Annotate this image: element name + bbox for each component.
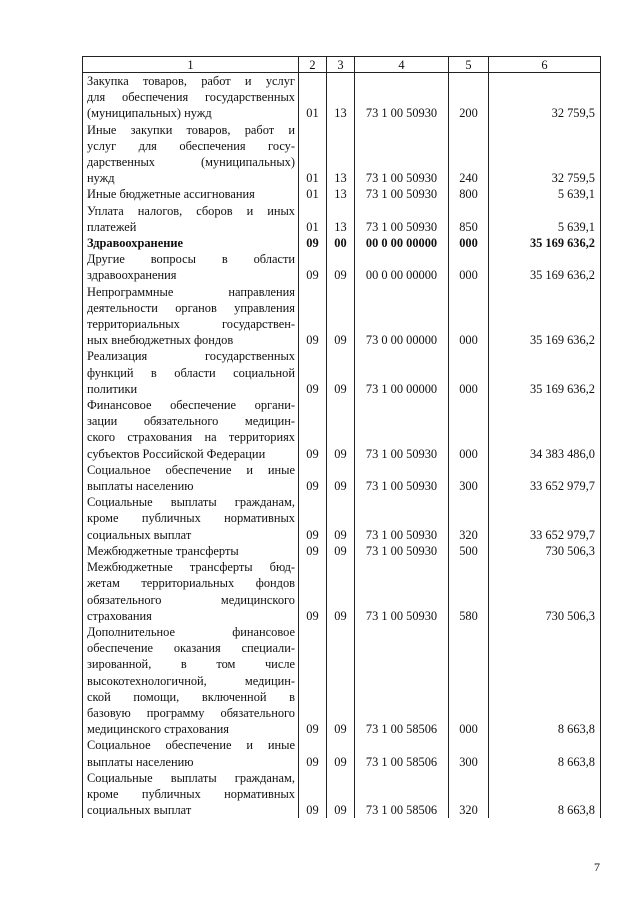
target-article-code: 73 1 00 00000 — [355, 348, 449, 397]
amount: 33 652 979,7 — [489, 462, 601, 494]
amount: 5 639,1 — [489, 186, 601, 202]
row-name-line: кроме публичных нормативных — [87, 511, 295, 526]
table-header — [83, 57, 601, 73]
row-name — [83, 251, 299, 283]
row-name-line: Социальные выплаты гражданам, — [87, 770, 295, 785]
row-name-line: Финансовое обеспечение органи- — [87, 398, 295, 413]
expense-type-code: 580 — [449, 559, 489, 624]
row-name-line: выплаты населению — [87, 479, 194, 494]
row-name-line: обеспечение оказания специали- — [87, 641, 295, 656]
section-code: 09 — [299, 737, 327, 769]
table-row — [83, 397, 601, 462]
row-name-line: Социальное обеспечение и иные — [87, 462, 295, 477]
row-name-line: Межбюджетные трансферты — [87, 543, 239, 558]
header-col-1: 1 — [83, 57, 299, 73]
section-code: 09 — [299, 348, 327, 397]
section-code: 09 — [299, 559, 327, 624]
section-code: 01 — [299, 122, 327, 187]
target-article-code: 73 1 00 50930 — [355, 494, 449, 543]
table-row — [83, 186, 601, 202]
row-name-line: зации обязательного медицин- — [87, 414, 295, 429]
subsection-code: 13 — [327, 203, 355, 235]
target-article-code: 73 1 00 50930 — [355, 203, 449, 235]
table-row — [83, 624, 601, 737]
row-name-line: Здравоохранение — [87, 236, 183, 251]
expense-type-code: 300 — [449, 462, 489, 494]
subsection-code: 13 — [327, 73, 355, 122]
row-name-line: Социальное обеспечение и иные — [87, 738, 295, 753]
row-name — [83, 186, 299, 202]
row-name-line: территориальных государствен- — [87, 317, 295, 332]
expense-type-code: 800 — [449, 186, 489, 202]
amount: 5 639,1 — [489, 203, 601, 235]
amount: 35 169 636,2 — [489, 235, 601, 251]
table-row — [83, 462, 601, 494]
row-name — [83, 770, 299, 819]
amount: 33 652 979,7 — [489, 494, 601, 543]
amount: 8 663,8 — [489, 624, 601, 737]
expense-type-code: 300 — [449, 737, 489, 769]
row-name-line: Дополнительное финансовое — [87, 624, 295, 639]
row-name-line: политики — [87, 381, 138, 396]
expense-type-code: 000 — [449, 397, 489, 462]
section-code: 09 — [299, 624, 327, 737]
section-code: 09 — [299, 770, 327, 819]
subsection-code: 09 — [327, 543, 355, 559]
header-col-6: 6 — [489, 57, 601, 73]
table-body — [83, 73, 601, 819]
row-name-line: Закупка товаров, работ и услуг — [87, 74, 295, 88]
row-name-line: социальных выплат — [87, 527, 192, 542]
row-name-line: Уплата налогов, сборов и иных — [87, 203, 295, 218]
row-name — [83, 462, 299, 494]
row-name-line: субъектов Российской Федерации — [87, 446, 266, 461]
row-name-line: Непрограммные направления — [87, 284, 295, 299]
subsection-code: 00 — [327, 235, 355, 251]
row-name-line: жетам территориальных фондов — [87, 576, 295, 591]
row-name-line: обязательного медицинского — [87, 592, 295, 607]
table-row — [83, 348, 601, 397]
expense-type-code: 850 — [449, 203, 489, 235]
subsection-code: 09 — [327, 284, 355, 349]
amount: 730 506,3 — [489, 543, 601, 559]
row-name-line: Иные бюджетные ассигнования — [87, 187, 255, 202]
expense-type-code: 240 — [449, 122, 489, 187]
target-article-code: 73 1 00 50930 — [355, 186, 449, 202]
row-name — [83, 397, 299, 462]
target-article-code: 73 1 00 58506 — [355, 770, 449, 819]
row-name-line: ской помощи, включенной в — [87, 689, 295, 704]
amount: 730 506,3 — [489, 559, 601, 624]
amount: 8 663,8 — [489, 770, 601, 819]
table-row — [83, 122, 601, 187]
table-row — [83, 559, 601, 624]
subsection-code: 09 — [327, 770, 355, 819]
target-article-code: 73 1 00 50930 — [355, 543, 449, 559]
row-name-line: ского страхования на территориях — [87, 430, 295, 445]
table-row — [83, 203, 601, 235]
expense-type-code: 000 — [449, 284, 489, 349]
expense-type-code: 320 — [449, 494, 489, 543]
header-col-5: 5 — [449, 57, 489, 73]
target-article-code: 00 0 00 00000 — [355, 235, 449, 251]
row-name-line: здравоохранения — [87, 268, 177, 283]
row-name — [83, 122, 299, 187]
row-name-line: Иные закупки товаров, работ и — [87, 122, 295, 137]
row-name-line: дарственных (муниципальных) — [87, 155, 295, 170]
expense-type-code: 500 — [449, 543, 489, 559]
row-name-line: нужд — [87, 171, 115, 186]
header-col-3: 3 — [327, 57, 355, 73]
row-name-line: медицинского страхования — [87, 722, 229, 737]
section-code: 09 — [299, 397, 327, 462]
table-row — [83, 770, 601, 819]
row-name — [83, 348, 299, 397]
target-article-code: 00 0 00 00000 — [355, 251, 449, 283]
header-col-4: 4 — [355, 57, 449, 73]
row-name-line: социальных выплат — [87, 803, 192, 818]
target-article-code: 73 0 00 00000 — [355, 284, 449, 349]
amount: 35 169 636,2 — [489, 284, 601, 349]
subsection-code: 13 — [327, 186, 355, 202]
section-code: 09 — [299, 251, 327, 283]
amount: 35 169 636,2 — [489, 348, 601, 397]
target-article-code: 73 1 00 50930 — [355, 73, 449, 122]
subsection-code: 09 — [327, 559, 355, 624]
section-code: 09 — [299, 284, 327, 349]
row-name — [83, 624, 299, 737]
target-article-code: 73 1 00 58506 — [355, 624, 449, 737]
row-name — [83, 284, 299, 349]
subsection-code: 09 — [327, 251, 355, 283]
row-name-line: функций в области социальной — [87, 365, 295, 380]
subsection-code: 09 — [327, 348, 355, 397]
table-row — [83, 543, 601, 559]
expense-type-code: 000 — [449, 624, 489, 737]
amount: 8 663,8 — [489, 737, 601, 769]
amount: 32 759,5 — [489, 73, 601, 122]
row-name-line: деятельности органов управления — [87, 300, 295, 315]
subsection-code: 09 — [327, 494, 355, 543]
expense-type-code: 000 — [449, 251, 489, 283]
section-code: 01 — [299, 186, 327, 202]
row-name-line: для обеспечения государственных — [87, 90, 295, 105]
table-row — [83, 235, 601, 251]
amount: 34 383 486,0 — [489, 397, 601, 462]
expense-type-code: 000 — [449, 348, 489, 397]
subsection-code: 09 — [327, 624, 355, 737]
section-code: 09 — [299, 543, 327, 559]
row-name-line: Социальные выплаты гражданам, — [87, 495, 295, 510]
table-row — [83, 73, 601, 122]
subsection-code: 09 — [327, 462, 355, 494]
header-col-2: 2 — [299, 57, 327, 73]
row-name-line: высокотехнологичной, медицин- — [87, 673, 295, 688]
target-article-code: 73 1 00 50930 — [355, 462, 449, 494]
row-name — [83, 494, 299, 543]
row-name-line: Межбюджетные трансферты бюд- — [87, 560, 295, 575]
row-name-line: Другие вопросы в области — [87, 252, 295, 267]
section-code: 09 — [299, 462, 327, 494]
section-code: 09 — [299, 235, 327, 251]
amount: 32 759,5 — [489, 122, 601, 187]
row-name — [83, 543, 299, 559]
table-row — [83, 494, 601, 543]
row-name — [83, 559, 299, 624]
row-name-line: базовую программу обязательного — [87, 705, 295, 720]
table-row — [83, 737, 601, 769]
subsection-code: 09 — [327, 397, 355, 462]
budget-table — [82, 56, 601, 818]
row-name — [83, 737, 299, 769]
row-name — [83, 73, 299, 122]
row-name-line: (муниципальных) нужд — [87, 106, 212, 121]
row-name-line: выплаты населению — [87, 754, 194, 769]
row-name-line: платежей — [87, 219, 137, 234]
expense-type-code: 000 — [449, 235, 489, 251]
table-row — [83, 251, 601, 283]
section-code: 01 — [299, 73, 327, 122]
expense-type-code: 320 — [449, 770, 489, 819]
header-row — [83, 57, 601, 73]
target-article-code: 73 1 00 58506 — [355, 737, 449, 769]
row-name — [83, 235, 299, 251]
amount: 35 169 636,2 — [489, 251, 601, 283]
target-article-code: 73 1 00 50930 — [355, 397, 449, 462]
expense-type-code: 200 — [449, 73, 489, 122]
subsection-code: 09 — [327, 737, 355, 769]
row-name-line: услуг для обеспечения госу- — [87, 138, 295, 153]
row-name-line: Реализация государственных — [87, 349, 295, 364]
target-article-code: 73 1 00 50930 — [355, 122, 449, 187]
target-article-code: 73 1 00 50930 — [355, 559, 449, 624]
row-name-line: страхования — [87, 608, 152, 623]
row-name-line: кроме публичных нормативных — [87, 786, 295, 801]
page-number: 7 — [594, 860, 600, 874]
subsection-code: 13 — [327, 122, 355, 187]
section-code: 09 — [299, 494, 327, 543]
section-code: 01 — [299, 203, 327, 235]
row-name-line: ных внебюджетных фондов — [87, 333, 234, 348]
table-row — [83, 284, 601, 349]
row-name-line: зированной, в том числе — [87, 657, 295, 672]
row-name — [83, 203, 299, 235]
